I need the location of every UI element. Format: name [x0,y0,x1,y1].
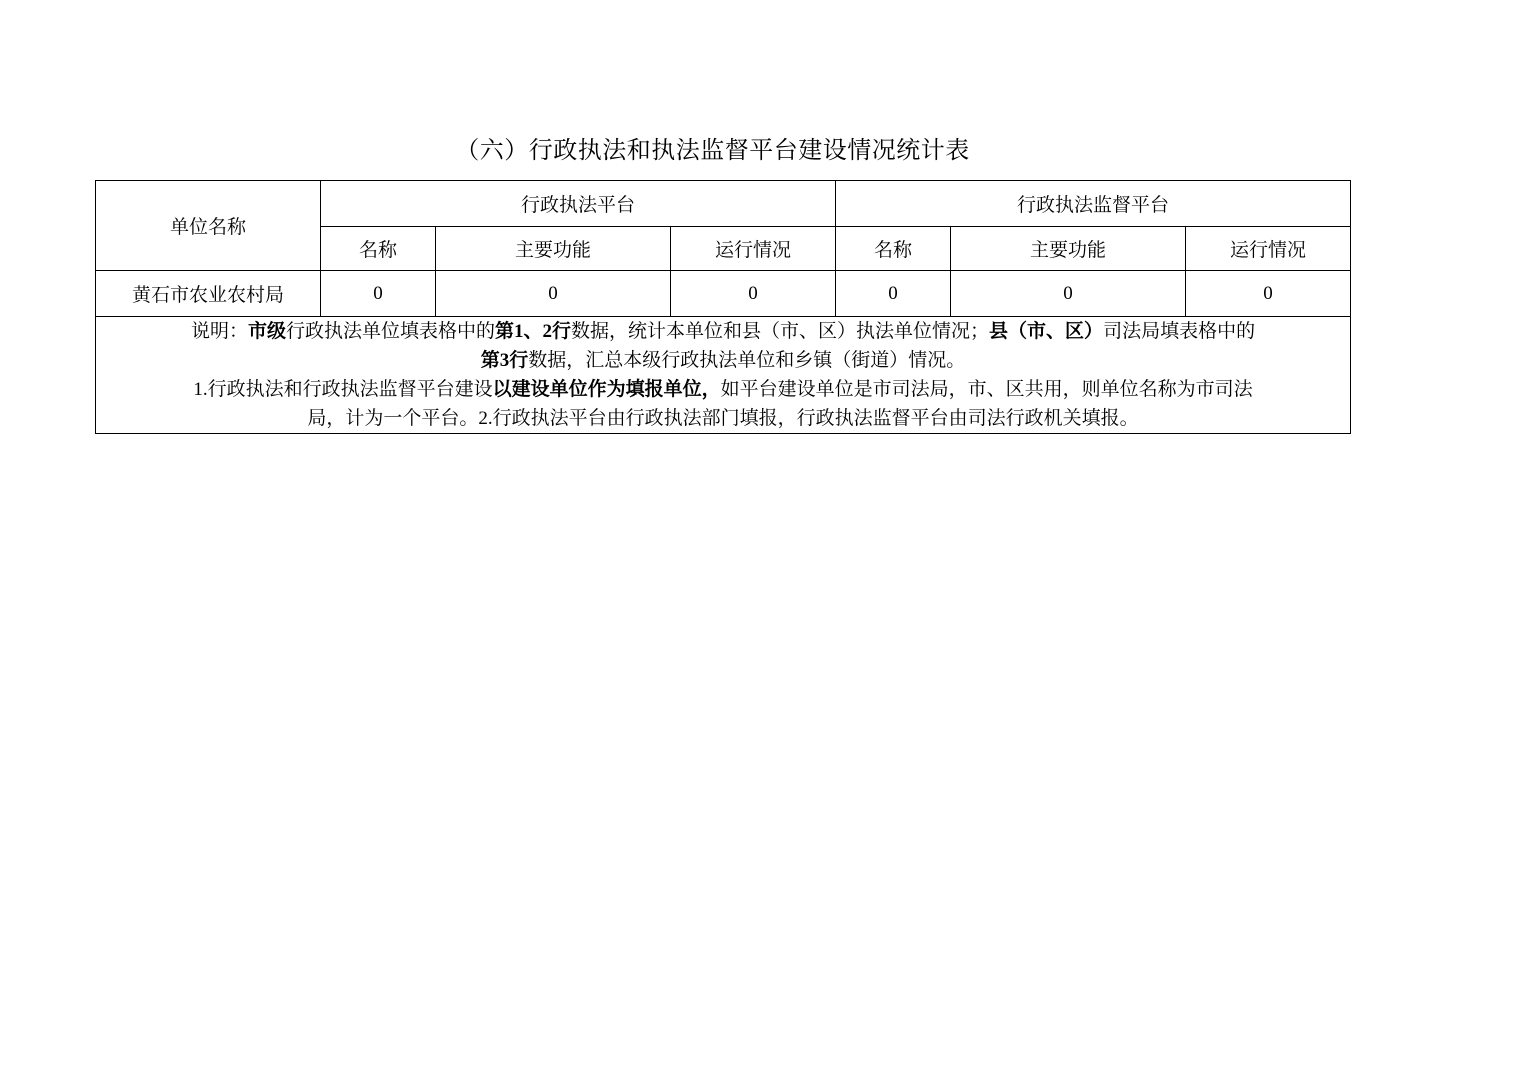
statistics-table [95,180,1351,434]
cell-supervision-name: 0 [836,271,951,317]
cell-enforcement-status: 0 [671,271,836,317]
note-text-1a: 说明： [190,321,248,342]
note-line-4 [96,404,1350,433]
note-text-4a: 局，计为一个平台。2.行政执法平台由行政执法部门填报，行政执法监督平台由司法行政机关填报。 [307,408,1139,430]
cell-supervision-status: 0 [1186,271,1351,317]
header-enforcement-status: 运行情况 [671,227,836,271]
header-enforcement-function: 主要功能 [436,227,671,271]
note-text-2b: 数据，汇总本级行政执法单位和乡镇（街道）情况。 [528,350,966,372]
note-line-3 [96,375,1350,404]
note-text-3c: 如平台建设单位是市司法局，市、区共用，则单位名称为市司法 [720,379,1253,401]
cell-enforcement-name: 0 [321,271,436,317]
note-text-3b: 以建设单位作为填报单位， [492,379,721,401]
header-enforcement-name: 名称 [321,227,436,271]
table-note-row [96,317,1351,434]
table-note [96,317,1351,434]
table-header-row-group [96,181,1351,227]
note-text-3a: 1.行政执法和行政执法监督平台建设 [193,379,493,401]
note-text-1g: 司法局填表格中的 [1103,321,1256,342]
note-line-2 [96,346,1350,375]
note-text-1d: 第1、2行 [495,321,572,342]
header-supervision-name: 名称 [836,227,951,271]
note-text-1c: 行政执法单位填表格中的 [286,321,496,342]
note-text-1b: 市级 [247,321,286,342]
header-group-enforcement: 行政执法平台 [321,181,836,227]
header-unit-name: 单位名称 [96,181,321,271]
page-title: （六）行政执法和执法监督平台建设情况统计表 [455,138,970,164]
cell-supervision-function: 0 [951,271,1186,317]
table-row [96,271,1351,317]
note-text-1e: 数据，统计本单位和县（市、区）执法单位情况； [571,321,990,342]
header-supervision-status: 运行情况 [1186,227,1351,271]
cell-enforcement-function: 0 [436,271,671,317]
header-group-supervision: 行政执法监督平台 [836,181,1351,227]
note-line-1 [96,317,1350,346]
cell-unit-name: 黄石市农业农村局 [96,271,321,317]
note-text-1f: 县（市、区） [989,321,1104,342]
header-supervision-function: 主要功能 [951,227,1186,271]
note-text-2a: 第3行 [480,350,529,372]
